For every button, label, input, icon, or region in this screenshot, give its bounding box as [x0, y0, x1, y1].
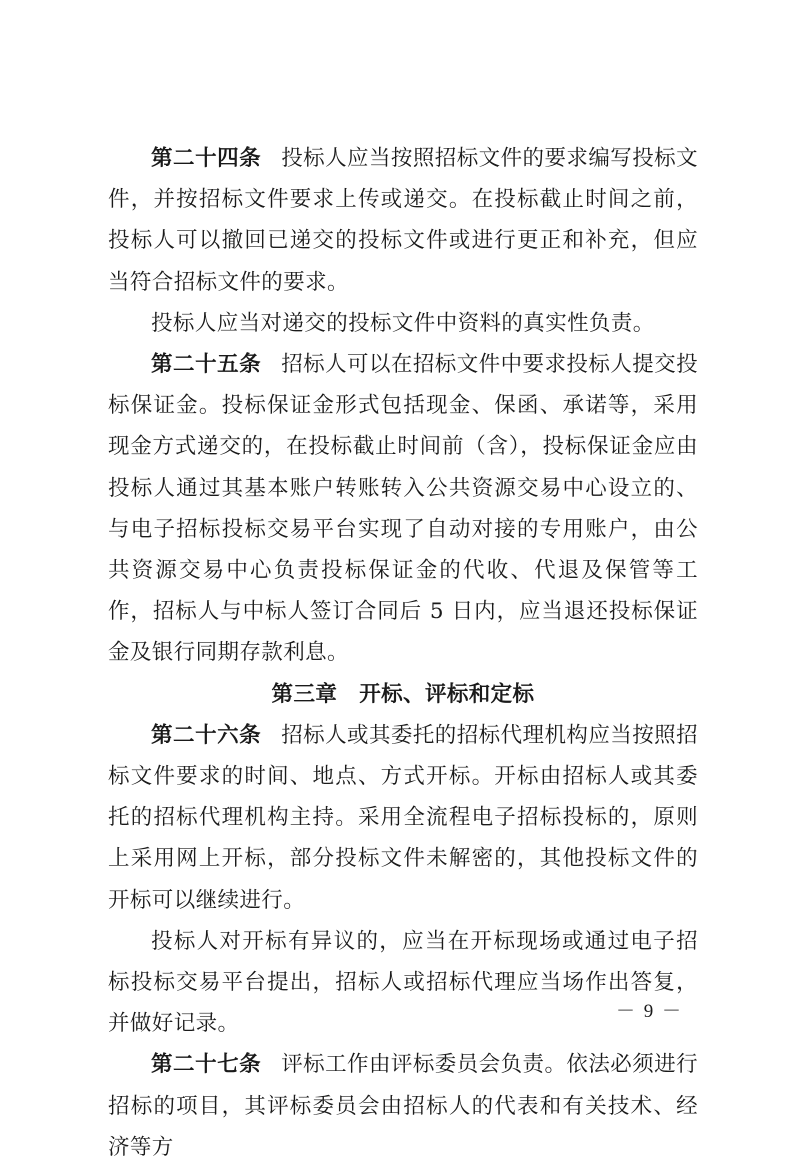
chapter-heading — [108, 674, 698, 715]
article-24-paragraph-2 — [108, 303, 698, 344]
article-26 — [108, 715, 698, 921]
article-heading: 第二十六条 — [151, 722, 262, 748]
paragraph-text: 投标人对开标有异议的，应当在开标现场或通过电子招标投标交易平台提出，招标人或招标代理应当场作出答复，并做好记录。 — [108, 928, 698, 1037]
chapter-title: 开标、评标和定标 — [359, 681, 535, 707]
article-27 — [108, 1044, 698, 1168]
chapter-number: 第三章 — [271, 681, 338, 707]
article-text: 招标人可以在招标文件中要求投标人提交投标保证金。投标保证金形式包括现金、保函、承诺等，采用现金方式递交的，在投标截止时间前（含），投标保证金应由投标人通过其基本账户转账转入公共资源交易中心设立的、与电子招标投标交易平台实现了自动对接的专用账户，由公共资源交易中心负责投标保证金的代收、代退及保管等工作，招标人与中标人签订合同后 5 日内，应当退还投标保证金及银行同期存款利息。 — [108, 352, 698, 666]
article-25 — [108, 344, 698, 674]
article-24 — [108, 138, 698, 303]
page-number: － 9 － — [615, 1001, 683, 1022]
article-text: 投标人应当按照招标文件的要求编写投标文件，并按招标文件要求上传或递交。在投标截止时间之前，投标人可以撤回已递交的投标文件或进行更正和补充，但应当符合招标文件的要求。 — [108, 146, 698, 295]
paragraph-text: 投标人应当对递交的投标文件中资料的真实性负责。 — [151, 310, 655, 336]
article-26-paragraph-2 — [108, 921, 698, 1045]
article-heading: 第二十四条 — [151, 146, 262, 171]
article-text: 评标工作由评标委员会负责。依法必须进行招标的项目，其评标委员会由招标人的代表和有关技术、经济等方 — [108, 1052, 698, 1160]
document-body — [108, 138, 698, 1168]
article-text: 招标人或其委托的招标代理机构应当按照招标文件要求的时间、地点、方式开标。开标由招标人或其委托的招标代理机构主持。采用全流程电子招标投标的，原则上采用网上开标，部分投标文件未解密的，其他投标文件的开标可以继续进行。 — [108, 722, 698, 913]
article-heading: 第二十五条 — [151, 352, 262, 378]
article-heading: 第二十七条 — [151, 1052, 262, 1078]
